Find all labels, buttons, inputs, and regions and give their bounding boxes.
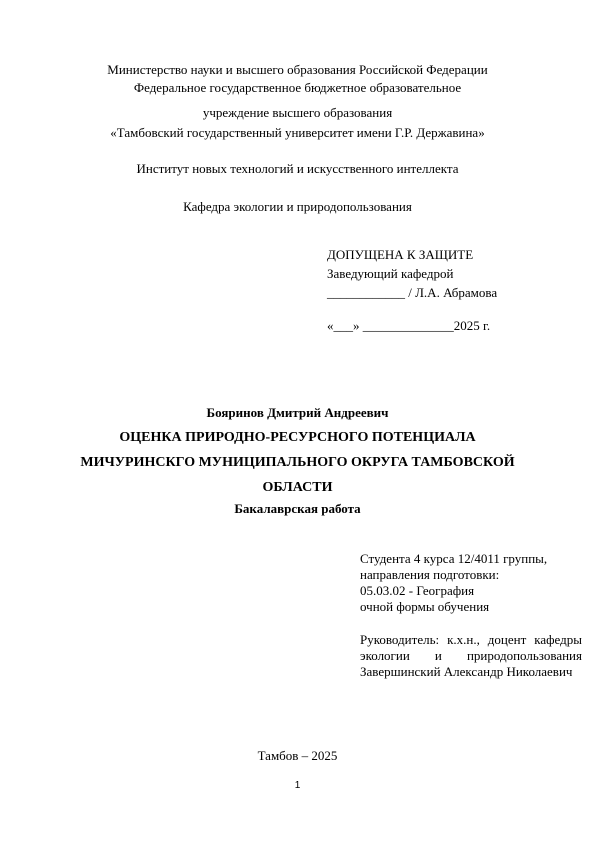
institution-type-line: Федеральное государственное бюджетное образовательное xyxy=(133,80,462,95)
approval-title: ДОПУЩЕНА К ЗАЩИТЕ xyxy=(327,247,474,262)
student-course-group: Студента 4 курса 12/4011 группы, xyxy=(360,551,548,566)
approval-signature: ____________ / Л.А. Абрамова xyxy=(327,285,498,300)
university-name: «Тамбовский государственный университет имени Г.Р. Державина» xyxy=(110,125,485,140)
student-info xyxy=(360,551,582,615)
work-title-line1: ОЦЕНКА ПРИРОДНО-РЕСУРСНОГО ПОТЕНЦИАЛА xyxy=(119,430,476,445)
ministry-line: Министерство науки и высшего образования Российской Федерации xyxy=(107,62,488,77)
author-name: Бояринов Дмитрий Андреевич xyxy=(206,405,389,420)
work-type: Бакалаврская работа xyxy=(234,501,361,516)
page-number: 1 xyxy=(294,780,301,791)
work-title-line2: МИЧУРИНСКГО МУНИЦИПАЛЬНОГО ОКРУГА ТАМБОВСКОЙ xyxy=(80,455,515,470)
department-name: Кафедра экологии и природопользования xyxy=(183,199,412,214)
work-title-line3: ОБЛАСТИ xyxy=(262,480,333,495)
education-level-line: учреждение высшего образования xyxy=(202,105,393,120)
student-direction-code: 05.03.02 - География xyxy=(360,583,475,598)
approval-date: «___» ______________2025 г. xyxy=(327,318,491,333)
supervisor-info: Руководитель: к.х.н., доцент кафедры экологии и природопользования Завершинский Александр Николаевич xyxy=(360,632,582,679)
student-direction-label: направления подготовки: xyxy=(360,567,500,582)
city-year: Тамбов – 2025 xyxy=(257,748,338,763)
student-study-form: очной формы обучения xyxy=(360,599,490,614)
approval-role: Заведующий кафедрой xyxy=(327,266,454,281)
institute-name: Институт новых технологий и искусственного интеллекта xyxy=(136,161,459,176)
